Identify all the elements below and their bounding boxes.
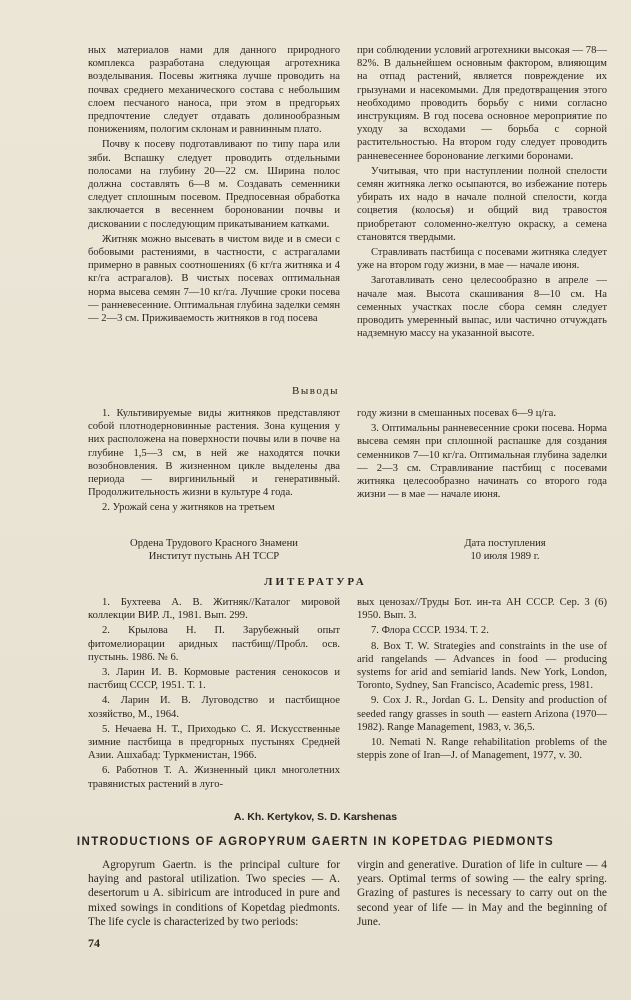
conclusion-item: 1. Культивируемые виды житняков представляют собой плотнодерновинные растения. Зона кущения у них расположена на поверхности почвы или в почве на глубине 1,5—3 см, в ней же находятся почки возобновления. В жизненном цикле выделены два периода — виргинильный и генеративный. Продолжительность жизни в культуре 4 года. [88, 408, 340, 499]
conclusion-item: 2. Урожай сена у житняков на третьем [102, 502, 275, 514]
paragraph: при соблюдении условий агротехники высокая — 78—82%. В дальнейшем основным фактором, влияющим на отпад растений, является повреждение их грызунами и насекомыми. Для предотвращения этого необходимо проводить борьбу с ними согласно инструкциям. В год посева основное мероприятие по уходу за всходами — борьба с сорной растительностью. На втором году следует проводить ранневесеннее боронование легкими боронами. [357, 45, 607, 162]
paragraph: ных материалов нами для данного природного комплекса разработана следующая агротехника возделывания. Посевы житняка лучше проводить на почвах среднего механического состава с небольшим слоем песчаного наноса, при этом в предгорьях предпочтение следует отдавать долинообразным понижениям, пологим склонам и равнинным плато. [88, 45, 340, 136]
main-text-left-column [88, 44, 340, 327]
paragraph: Учитывая, что при наступлении полной спелости семян житняка легко осыпаются, во избежание потерь убирать их надо в начале полной спелости, когда соцветия (колосья) и общий вид травостоя приобретают соломенно-желтую окраску, а семена становятся твердыми. [357, 165, 607, 243]
paragraph: Житняк можно высевать в чистом виде и в смеси с бобовыми растениями, в частности, с астрагалами примерно в равных соотношениях (6 кг/га житняка и 4 кг/га астрагалов). В чистых посевах оптимальная норма высева семян 7—10 кг/га. Лучшие сроки посева — ранневесенние. Оптимальная глубина заделки семян — 2—3 см. Приживаемость житняков в год посева [88, 233, 340, 325]
english-authors: A. Kh. Kertykov, S. D. Karshenas [233, 811, 398, 823]
literature-right-column [357, 596, 607, 764]
conclusion-item: году жизни в смешанных посевах 6—9 ц/га. [357, 408, 557, 419]
reference-item: 7. Флора СССР. 1934. Т. 2. [371, 625, 489, 637]
reference-item: 8. Box T. W. Strategies and constraints in the use of arid rangelands — Advances in food — producing systems for arid and semiarid lands. New York, London, Toronto, Sydney, San Francisco, Academic press, 1981. [357, 640, 607, 692]
english-abstract-right [357, 858, 607, 931]
reference-item: 4. Ларин И. В. Луговодство и пастбищное хозяйство, М., 1964. [88, 695, 340, 720]
conclusions-heading: Выводы [291, 385, 340, 397]
abstract-paragraph: Agropyrum Gaertn. is the principal culture for haying and pastoral utilization. Two species — A. desertorum u A. sibiricum are introduced in pure and mixed sowings in conditions of Kopetdag piedmonts. The life cycle is characterized by two periods: [88, 859, 340, 928]
paragraph: Стравливать пастбища с посевами житняка следует уже на втором году жизни, в мае — начале июня. [357, 247, 607, 272]
abstract-paragraph: virgin and generative. Duration of life in culture — 4 years. Optimal terms of sowing — the ealry spring. Grazing of pastures is necessary to carry out on the second year of life — in May and the beginning of June. [357, 859, 607, 928]
conclusion-item: 3. Оптимальны ранневесенние сроки посева. Норма высева семян при сплошной распашке для создания семенников 7—10 кг/га. Оптимальная глубина заделки — 2—3 см. Стравливание пастбищ с посевами житняка целесообразно начинать со второго года жизни — в мае — начале июня. [357, 423, 607, 501]
page-number: 74 [88, 936, 100, 950]
received-label: Дата поступления [464, 538, 546, 549]
literature-heading: ЛИТЕРАТУРА [264, 576, 367, 588]
affiliation-line: Ордена Трудового Красного Знамени [130, 538, 298, 549]
english-title: INTRODUCTIONS OF AGROPYRUM GAERTN IN KOPETDAG PIEDMONTS [76, 836, 555, 848]
received-date: 10 июля 1989 г. [470, 551, 540, 562]
reference-item: 3. Ларин И. В. Кормовые растения сенокосов и пастбищ СССР, 1951. Т. 1. [88, 667, 340, 692]
main-text-right-column [357, 44, 607, 342]
english-abstract-left [88, 858, 340, 931]
literature-left-column [88, 596, 340, 793]
reference-item: 2. Крылова Н. П. Зарубежный опыт фитомелиорации аридных пастбищ//Пробл. осв. пустынь. 1986. № 6. [88, 625, 340, 663]
conclusions-left-column [88, 407, 340, 517]
reference-item: 10. Nemati N. Range rehabilitation problems of the steppis zone of Iran—J. of Management, 1977, v. 30. [357, 737, 607, 762]
reference-item: 6. Работнов Т. А. Жизненный цикл многолетних травянистых растений в луго- [88, 765, 340, 790]
paragraph: Почву к посеву подготавливают по типу пара или зяби. Вспашку следует проводить отдельными полосами на глубину 20—22 см. Ширина полос должна составлять 6—8 м. Создавать семенники следует сплошным посевом. Предпосевная обработка заключается в весеннем бороновании почвы и дисковании с последующим прикатыванием катками. [88, 139, 340, 230]
reference-item: 9. Cox J. R., Jordan G. L. Density and production of seeded rangy grasses in south — eastern Arizona (1970—1982). Range Management, 1983, v. 36,5. [357, 695, 607, 733]
reference-item: 1. Бухтеева А. В. Житняк//Каталог мировой коллекции ВИР. Л., 1981. Вып. 299. [88, 597, 340, 622]
received-date-block [430, 537, 580, 563]
conclusions-right-column [357, 407, 607, 503]
affiliation-line: Институт пустынь АН ТССР [148, 551, 280, 562]
reference-item: 5. Нечаева Н. Т., Приходько С. Я. Искусственные зимние пастбища в предгорных пустынях Средней Азии. Ашхабад: Туркменистан, 1966. [88, 723, 340, 762]
affiliation [88, 537, 340, 563]
paragraph: Заготавливать сено целесообразно в апреле — начале мая. Высота скашивания 8—10 см. На семенных участках после сбора семян следует проводить умеренный выпас, или частично отчуждать надземную массу на указанной высоте. [357, 275, 607, 340]
reference-item: вых ценозах//Труды Бот. ин-та АН СССР. Сер. 3 (6) 1950. Вып. 3. [357, 597, 607, 622]
